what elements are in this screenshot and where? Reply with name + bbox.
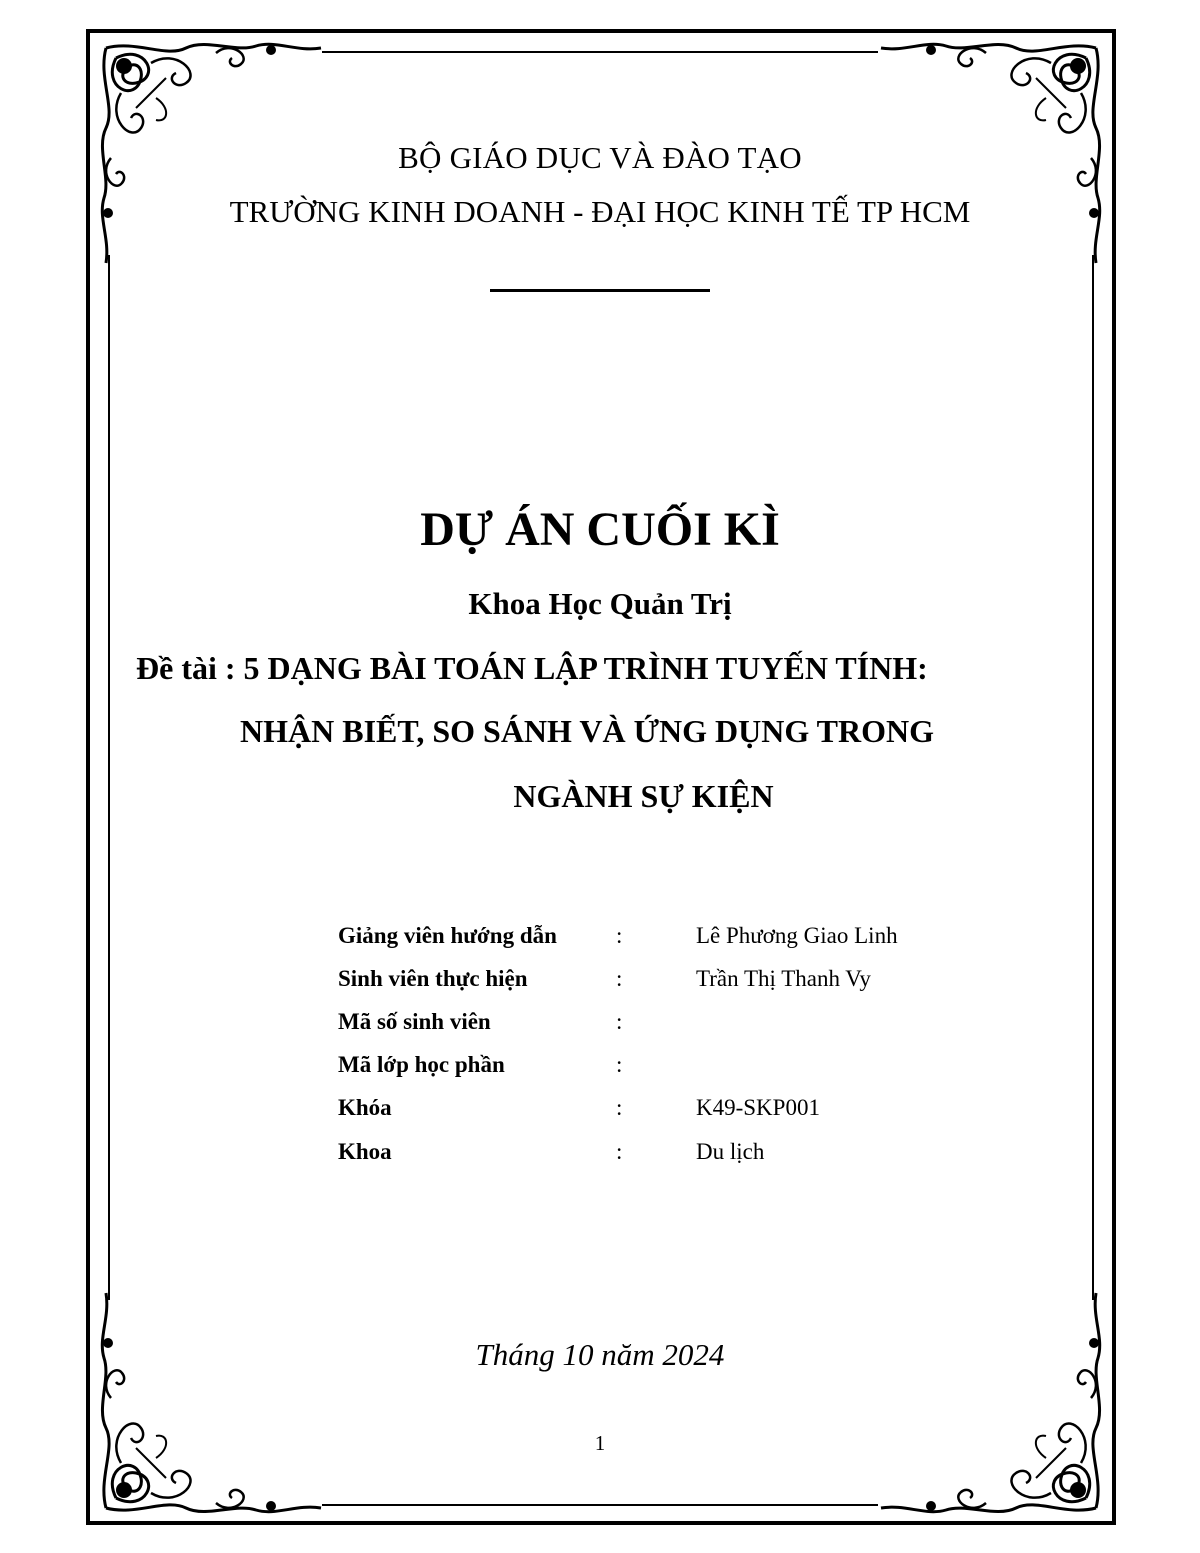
- info-row: [338, 957, 996, 1000]
- info-row: [338, 1087, 996, 1130]
- ministry-heading: BỘ GIÁO DỤC VÀ ĐÀO TẠO: [398, 140, 802, 175]
- info-value: K49-SKP001: [696, 1095, 820, 1121]
- topic-line-3: NGÀNH SỰ KIỆN: [513, 778, 774, 814]
- info-label: Mã số sinh viên: [338, 1008, 491, 1034]
- info-table: [338, 914, 996, 1173]
- project-title: DỰ ÁN CUỐI KÌ: [420, 503, 780, 556]
- info-separator: :: [616, 1095, 623, 1121]
- info-row: [338, 1044, 996, 1087]
- topic-line-1: Đề tài : 5 DẠNG BÀI TOÁN LẬP TRÌNH TUYẾN TÍNH:: [136, 650, 928, 686]
- info-separator: :: [616, 1008, 623, 1034]
- info-label: Khóa: [338, 1095, 392, 1121]
- info-value: Lê Phương Giao Linh: [696, 922, 898, 948]
- subject-title: Khoa Học Quản Trị: [468, 586, 732, 621]
- info-value: [696, 1044, 996, 1087]
- info-label: Mã lớp học phần: [338, 1052, 505, 1078]
- date-line: Tháng 10 năm 2024: [475, 1337, 725, 1372]
- info-separator: :: [616, 1052, 623, 1078]
- page-number: 1: [594, 1431, 606, 1455]
- info-value: [696, 1000, 996, 1043]
- info-value: Trần Thị Thanh Vy: [696, 965, 871, 991]
- info-label: Sinh viên thực hiện: [338, 965, 528, 991]
- topic-line-2: NHẬN BIẾT, SO SÁNH VÀ ỨNG DỤNG TRONG: [240, 713, 935, 749]
- info-separator: :: [616, 965, 623, 991]
- info-separator: :: [616, 1138, 623, 1164]
- info-row: [338, 1000, 996, 1043]
- corner-ornament-bottom-left-icon: [102, 1293, 321, 1512]
- info-separator: :: [616, 922, 623, 948]
- info-row: [338, 914, 996, 957]
- header-divider: [490, 289, 710, 292]
- info-value: Du lịch: [696, 1138, 765, 1164]
- info-label: Giảng viên hướng dẫn: [338, 922, 557, 948]
- university-heading: TRƯỜNG KINH DOANH - ĐẠI HỌC KINH TẾ TP HCM: [229, 194, 971, 229]
- info-row: [338, 1130, 996, 1173]
- info-label: Khoa: [338, 1138, 392, 1164]
- corner-ornament-bottom-right-icon: [881, 1293, 1100, 1512]
